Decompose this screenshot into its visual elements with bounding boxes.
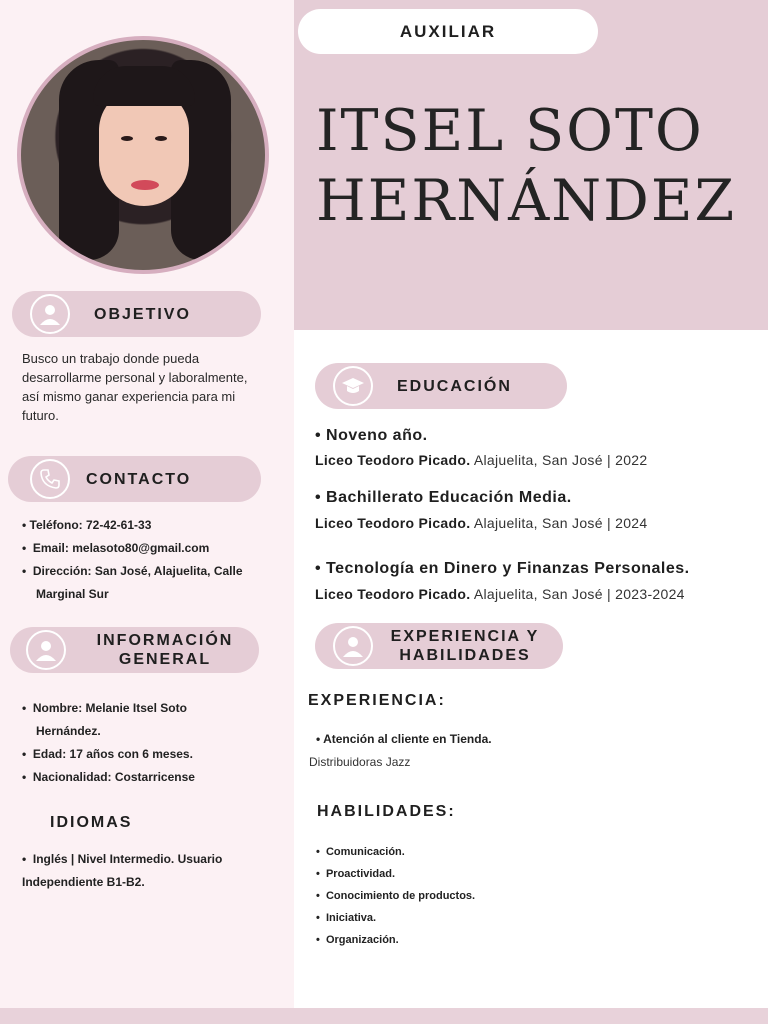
contact-phone: • Teléfono: 72-42-61-33: [22, 518, 152, 532]
person-icon: [26, 630, 66, 670]
skill-item: • Iniciativa.: [316, 912, 377, 924]
profile-photo: [17, 36, 269, 274]
general-name: • Nombre: Melanie Itsel Soto: [22, 701, 187, 715]
education-title: EDUCACIÓN: [397, 378, 512, 395]
experience-item: • Atención al cliente en Tienda.: [316, 732, 492, 746]
contact-address-cont: Marginal Sur: [36, 587, 109, 601]
skill-item: • Organización.: [316, 934, 399, 946]
footer-band: [0, 1008, 768, 1024]
experience-skills-title: EXPERIENCIA Y HABILIDADES: [390, 628, 540, 664]
experience-subtitle: EXPERIENCIA:: [308, 692, 446, 709]
contact-address: • Dirección: San José, Alajuelita, Calle: [22, 564, 243, 578]
general-info-title: INFORMACIÓN GENERAL: [96, 632, 234, 668]
objective-title: OBJETIVO: [94, 306, 191, 323]
skills-subtitle: HABILIDADES:: [317, 803, 456, 820]
contact-heading: [8, 456, 261, 502]
role-badge: AUXILIAR: [298, 9, 598, 54]
name-line-2: HERNÁNDEZ: [316, 168, 737, 234]
languages-text: • Inglés | Nivel Intermedio. Usuario Independiente B1-B2.: [22, 852, 223, 889]
education-entry-2-detail: Liceo Teodoro Picado. Alajuelita, San José | 2024: [315, 515, 648, 531]
experience-skills-heading: [315, 623, 563, 669]
experience-company: Distribuidoras Jazz: [309, 755, 411, 769]
skill-item: • Conocimiento de productos.: [316, 890, 476, 902]
contact-list: [22, 514, 243, 606]
languages-title: IDIOMAS: [50, 814, 133, 831]
education-heading: [315, 363, 567, 409]
general-age: • Edad: 17 años con 6 meses.: [22, 747, 193, 761]
person-icon: [333, 626, 373, 666]
name-line-1: ITSEL SOTO: [316, 98, 704, 164]
education-entry-3-title: • Tecnología en Dinero y Finanzas Personales.: [315, 560, 690, 577]
person-icon: [30, 294, 70, 334]
phone-icon: [30, 459, 70, 499]
skills-list: [316, 841, 475, 951]
education-entry-2-title: • Bachillerato Educación Media.: [315, 489, 572, 506]
education-entry-1-title: • Noveno año.: [315, 427, 428, 444]
skill-item: • Proactividad.: [316, 868, 396, 880]
education-entry-3-detail: Liceo Teodoro Picado. Alajuelita, San José | 2023-2024: [315, 586, 685, 602]
general-info-list: [22, 697, 195, 789]
contact-email: • Email: melasoto80@gmail.com: [22, 541, 210, 555]
general-name-cont: Hernández.: [36, 724, 101, 738]
skill-item: • Comunicación.: [316, 846, 405, 858]
contact-title: CONTACTO: [86, 471, 192, 488]
candidate-name: [316, 96, 736, 236]
objective-text: Busco un trabajo donde pueda desarrollarme personal y laboralmente, así mismo ganar experiencia para mi futuro.: [22, 351, 248, 423]
education-entry-1-detail: Liceo Teodoro Picado. Alajuelita, San José | 2022: [315, 452, 648, 468]
objective-heading: [12, 291, 261, 337]
general-info-heading: [10, 627, 259, 673]
graduation-cap-icon: [333, 366, 373, 406]
general-nationality: • Nacionalidad: Costarricense: [22, 770, 195, 784]
